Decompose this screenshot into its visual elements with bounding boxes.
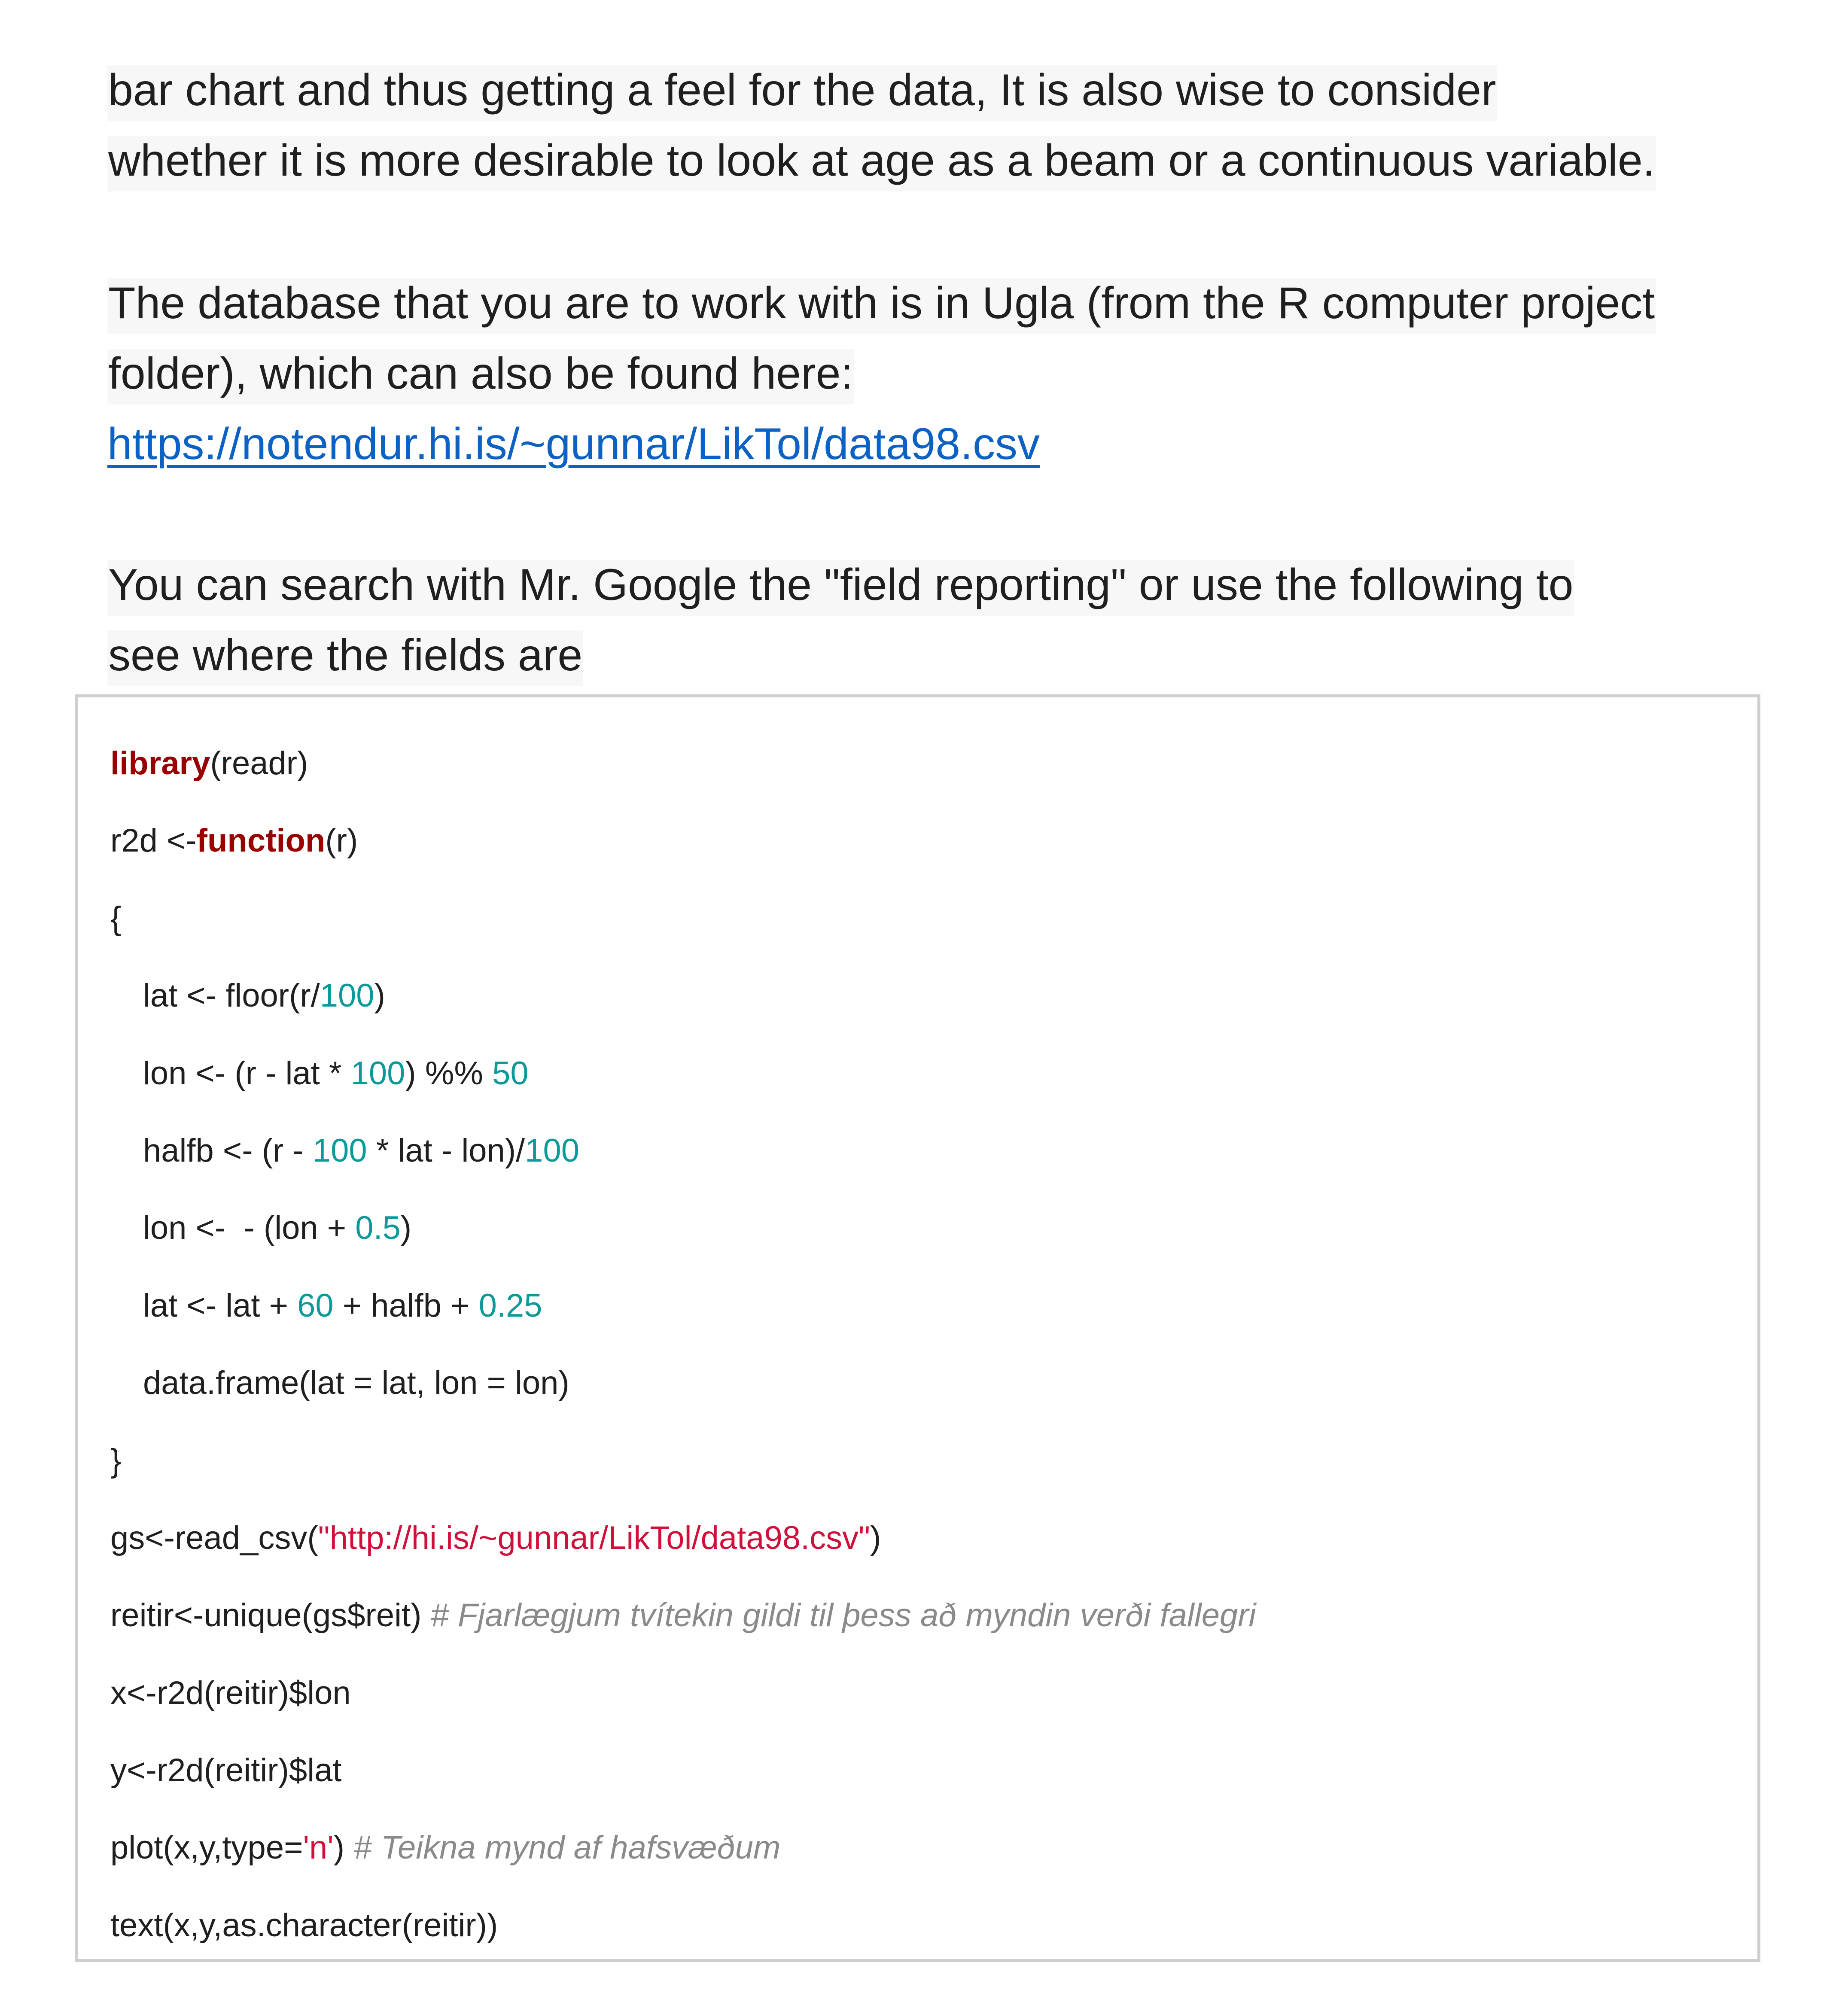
code-line <box>110 1112 1256 1190</box>
code-line <box>110 1035 1256 1112</box>
paragraph-line: bar chart and thus getting a feel for the data, It is also wise to consider <box>107 55 1656 125</box>
code-text: halfb <- (r - <box>143 1132 313 1169</box>
code-comment: # Teikna mynd af hafsvæðum <box>353 1829 781 1866</box>
paragraph-line: folder), which can also be found here: <box>107 338 1656 409</box>
code-text: y<-r2d(reitir)$lat <box>110 1752 342 1789</box>
code-text: ) <box>333 1829 354 1866</box>
code-number: 50 <box>492 1055 529 1092</box>
code-text: lon <- - (lon + <box>143 1210 356 1247</box>
code-line <box>110 1809 1256 1886</box>
code-string: "http://hi.is/~gunnar/LikTol/data98.csv" <box>318 1519 871 1556</box>
code-text: { <box>110 900 122 937</box>
code-keyword: function <box>196 822 326 859</box>
code-text: ) <box>400 1210 412 1247</box>
code-keyword: library <box>110 745 210 782</box>
code-string: 'n' <box>303 1829 334 1866</box>
code-line <box>110 1500 1256 1577</box>
code-line <box>110 957 1256 1034</box>
code-line <box>110 725 1256 802</box>
code-line <box>110 1887 1256 1964</box>
code-number: 100 <box>312 1132 367 1169</box>
code-text: plot(x,y,type= <box>110 1829 303 1866</box>
code-text: } <box>110 1442 122 1479</box>
code-line <box>110 1190 1256 1267</box>
code-text: gs<-read_csv( <box>110 1519 318 1556</box>
code-text: x<-r2d(reitir)$lon <box>110 1674 351 1711</box>
code-line <box>110 1267 1256 1345</box>
data-csv-link[interactable]: https://notendur.hi.is/~gunnar/LikTol/data98.csv <box>107 419 1040 469</box>
code-text: reitir<-unique(gs$reit) <box>110 1597 431 1634</box>
paragraph-line: The database that you are to work with is in Ugla (from the R computer project <box>107 268 1656 338</box>
code-text: lat <- floor(r/ <box>143 977 320 1014</box>
code-text: r2d <- <box>110 822 197 859</box>
code-line <box>110 1345 1256 1422</box>
paragraph-line: see where the fields are <box>107 620 1574 691</box>
code-number: 0.5 <box>355 1210 401 1247</box>
code-text: data.frame(lat = lat, lon = lon) <box>143 1365 569 1402</box>
code-line <box>110 1655 1256 1732</box>
code-line <box>110 802 1256 879</box>
code-text: text(x,y,as.character(reitir)) <box>110 1907 498 1944</box>
paragraph-line <box>107 409 1656 479</box>
code-line <box>110 880 1256 957</box>
paragraph-intro <box>107 55 1656 196</box>
code-text: ) %% <box>405 1055 493 1092</box>
code-lines <box>110 725 1256 1964</box>
paragraph-database <box>107 268 1656 479</box>
code-number: 0.25 <box>478 1287 542 1324</box>
code-block <box>75 694 1760 1962</box>
code-number: 60 <box>297 1287 334 1324</box>
code-text: lon <- (r - lat * <box>143 1055 351 1092</box>
code-line <box>110 1422 1256 1500</box>
paragraph-line: You can search with Mr. Google the "field reporting" or use the following to <box>107 550 1574 620</box>
code-text: + halfb + <box>333 1287 479 1324</box>
paragraph-line: whether it is more desirable to look at age as a beam or a continuous variable. <box>107 125 1656 196</box>
code-text: lat <- lat + <box>143 1287 298 1324</box>
code-text: (readr) <box>210 745 308 782</box>
code-text: ) <box>870 1519 881 1556</box>
code-number: 100 <box>525 1132 579 1169</box>
code-number: 100 <box>350 1055 405 1092</box>
code-line <box>110 1732 1256 1809</box>
code-number: 100 <box>320 977 374 1014</box>
paragraph-search <box>107 550 1574 691</box>
code-comment: # Fjarlægjum tvítekin gildi til þess að myndin verði fallegri <box>430 1597 1256 1634</box>
code-text: ) <box>374 977 385 1014</box>
code-line <box>110 1577 1256 1654</box>
code-text: (r) <box>325 822 358 859</box>
code-text: * lat - lon)/ <box>367 1132 525 1169</box>
